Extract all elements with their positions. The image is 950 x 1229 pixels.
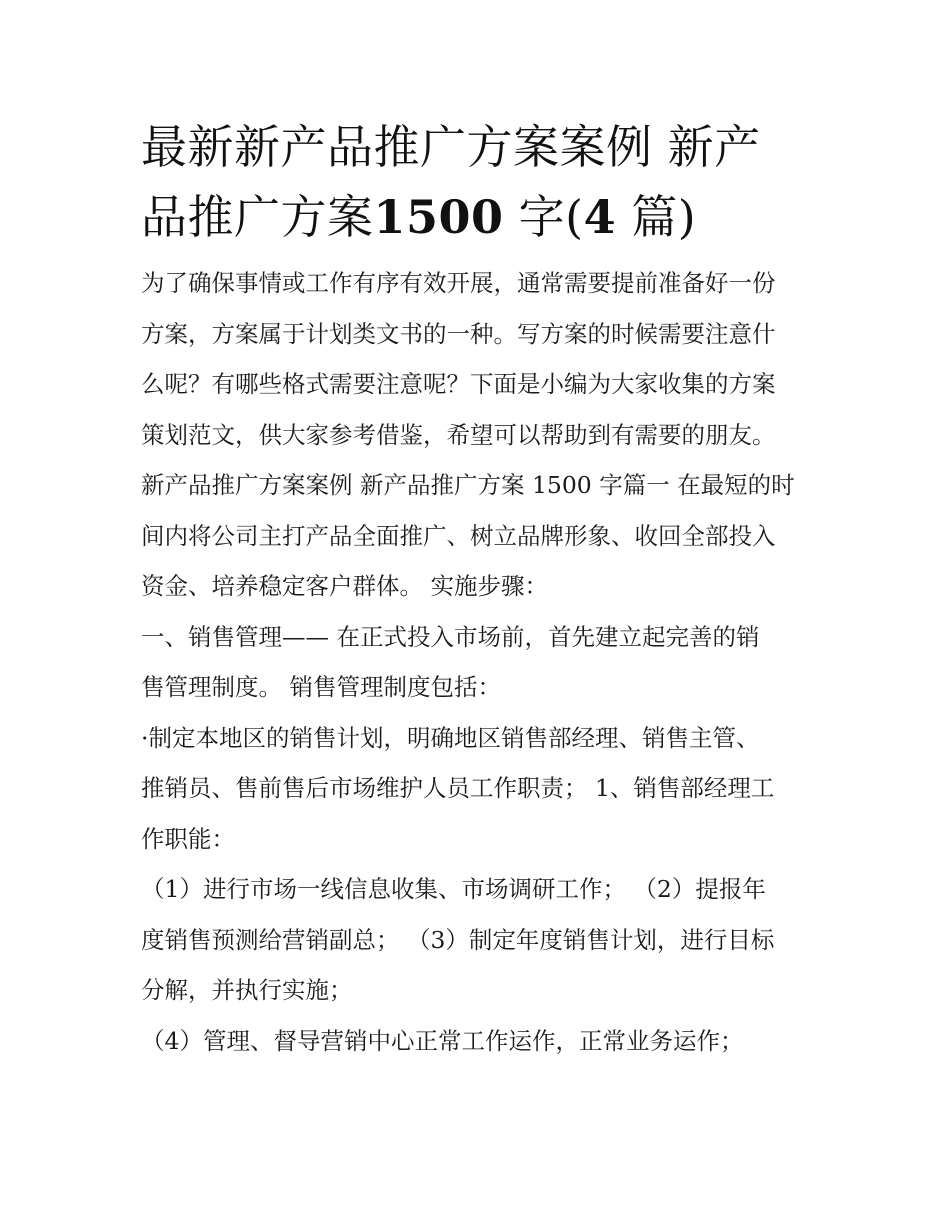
title-line-2-suffix: 篇) bbox=[616, 190, 697, 244]
body-line: （1）进行市场一线信息收集、市场调研工作； （2）提报年 bbox=[141, 875, 766, 903]
body-line: 新产品推广方案案例 新产品推广方案 1500 字篇一 在最短的时 bbox=[141, 471, 795, 499]
title-line-2 bbox=[141, 182, 821, 252]
title-line-1: 最新新产品推广方案案例 新产 bbox=[141, 120, 761, 174]
title-line-2-middle: 字( bbox=[503, 190, 584, 244]
body-line: 推销员、售前售后市场维护人员工作职责； 1、销售部经理工 bbox=[141, 774, 775, 802]
body-line: 资金、培养稳定客户群体。 实施步骤： bbox=[141, 572, 548, 600]
body-line: 作职能： bbox=[141, 824, 235, 853]
title-article-count: 4 bbox=[583, 190, 617, 244]
document-content bbox=[141, 112, 821, 1066]
body-line: 分解，并执行实施； bbox=[141, 976, 353, 1004]
document-body bbox=[141, 258, 821, 1066]
body-line: 售管理制度。 销售管理制度包括： bbox=[141, 673, 501, 701]
body-line: 间内将公司主打产品全面推广、树立品牌形象、收回全部投入 bbox=[141, 521, 776, 550]
body-line: 一、销售管理—— 在正式投入市场前，首先建立起完善的销 bbox=[141, 622, 760, 651]
body-line: 策划范文，供大家参考借鉴，希望可以帮助到有需要的朋友。 bbox=[141, 420, 776, 449]
body-line: 方案，方案属于计划类文书的一种。写方案的时候需要注意什 bbox=[141, 319, 776, 348]
body-line: 度销售预测给营销副总； （3）制定年度销售计划，进行目标 bbox=[141, 925, 775, 954]
body-line: （4）管理、督导营销中心正常工作运作，正常业务运作； bbox=[141, 1026, 744, 1055]
title-word-count: 1500 bbox=[373, 190, 504, 244]
body-line: 么呢？有哪些格式需要注意呢？下面是小编为大家收集的方案 bbox=[141, 370, 776, 398]
title-line-2-prefix: 品推广方案 bbox=[141, 190, 374, 244]
body-line: 为了确保事情或工作有序有效开展，通常需要提前准备好一份 bbox=[141, 269, 776, 297]
body-line: ·制定本地区的销售计划，明确地区销售部经理、销售主管、 bbox=[141, 723, 760, 752]
document-title bbox=[141, 112, 821, 252]
